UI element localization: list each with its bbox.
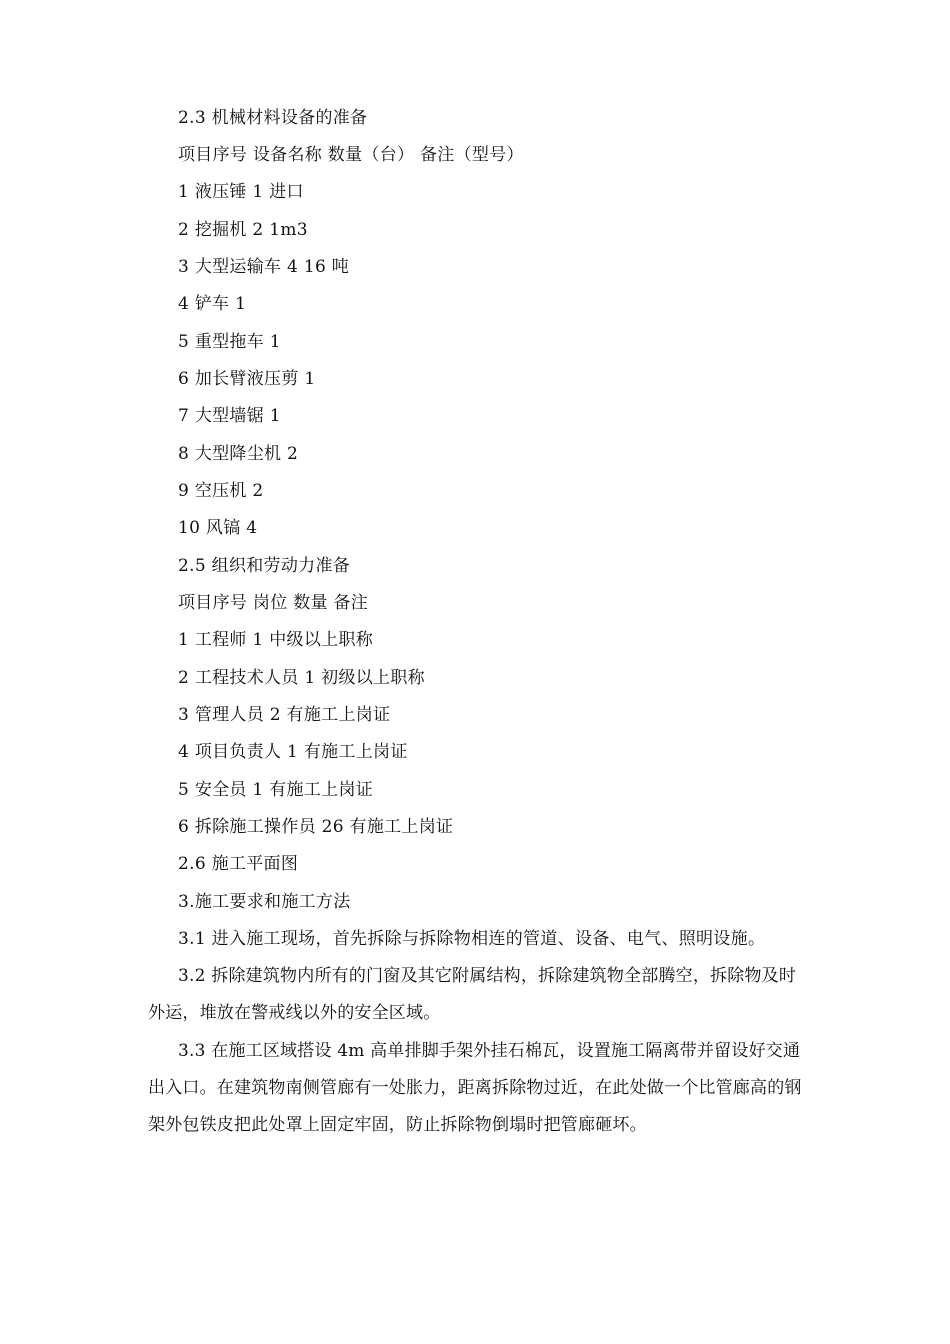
paragraph-3-2 [148,958,802,1032]
paragraph-3-2-text: 3.2 拆除建筑物内所有的门窗及其它附属结构，拆除建筑物全部腾空，拆除物及时外运，堆放在警戒线以外的安全区域。 [148,966,797,1023]
equipment-row: 6 加长臂液压剪 1 [178,369,316,389]
equipment-row: 3 大型运输车 4 16 吨 [178,257,350,277]
paragraph-3-3-text: 3.3 在施工区域搭设 4m 高单排脚手架外挂石棉瓦，设置施工隔离带并留设好交通出入口。在建筑物南侧管廊有一处胀力，距离拆除物过近，在此处做一个比管廊高的钢架外包铁皮把此处罩上固定牢固，防止拆除物倒塌时把管廊砸坏。 [148,1041,802,1135]
section-heading-3: 3.施工要求和施工方法 [178,892,351,912]
staff-row: 4 项目负责人 1 有施工上岗证 [178,742,408,762]
staff-row: 3 管理人员 2 有施工上岗证 [178,705,391,725]
staff-row: 5 安全员 1 有施工上岗证 [178,780,374,800]
equipment-row: 2 挖掘机 2 1m3 [178,220,308,240]
equipment-row: 4 铲车 1 [178,294,247,314]
staff-table-header: 项目序号 岗位 数量 备注 [178,593,369,613]
staff-row: 1 工程师 1 中级以上职称 [178,630,374,650]
paragraph-3-1: 3.1 进入施工现场，首先拆除与拆除物相连的管道、设备、电气、照明设施。 [178,929,766,949]
section-heading-2-5: 2.5 组织和劳动力准备 [178,556,351,576]
section-heading-2-6: 2.6 施工平面图 [178,854,299,874]
section-heading-2-3: 2.3 机械材料设备的准备 [178,108,368,128]
equipment-row: 7 大型墙锯 1 [178,406,281,426]
equipment-row: 10 风镐 4 [178,518,258,538]
equipment-row: 1 液压锤 1 进口 [178,182,304,202]
equipment-row: 8 大型降尘机 2 [178,444,299,464]
equipment-row: 5 重型拖车 1 [178,332,281,352]
paragraph-3-3 [148,1033,802,1144]
staff-row: 2 工程技术人员 1 初级以上职称 [178,668,425,688]
staff-row: 6 拆除施工操作员 26 有施工上岗证 [178,817,454,837]
equipment-table-header: 项目序号 设备名称 数量（台） 备注（型号） [178,145,524,165]
equipment-row: 9 空压机 2 [178,481,264,501]
